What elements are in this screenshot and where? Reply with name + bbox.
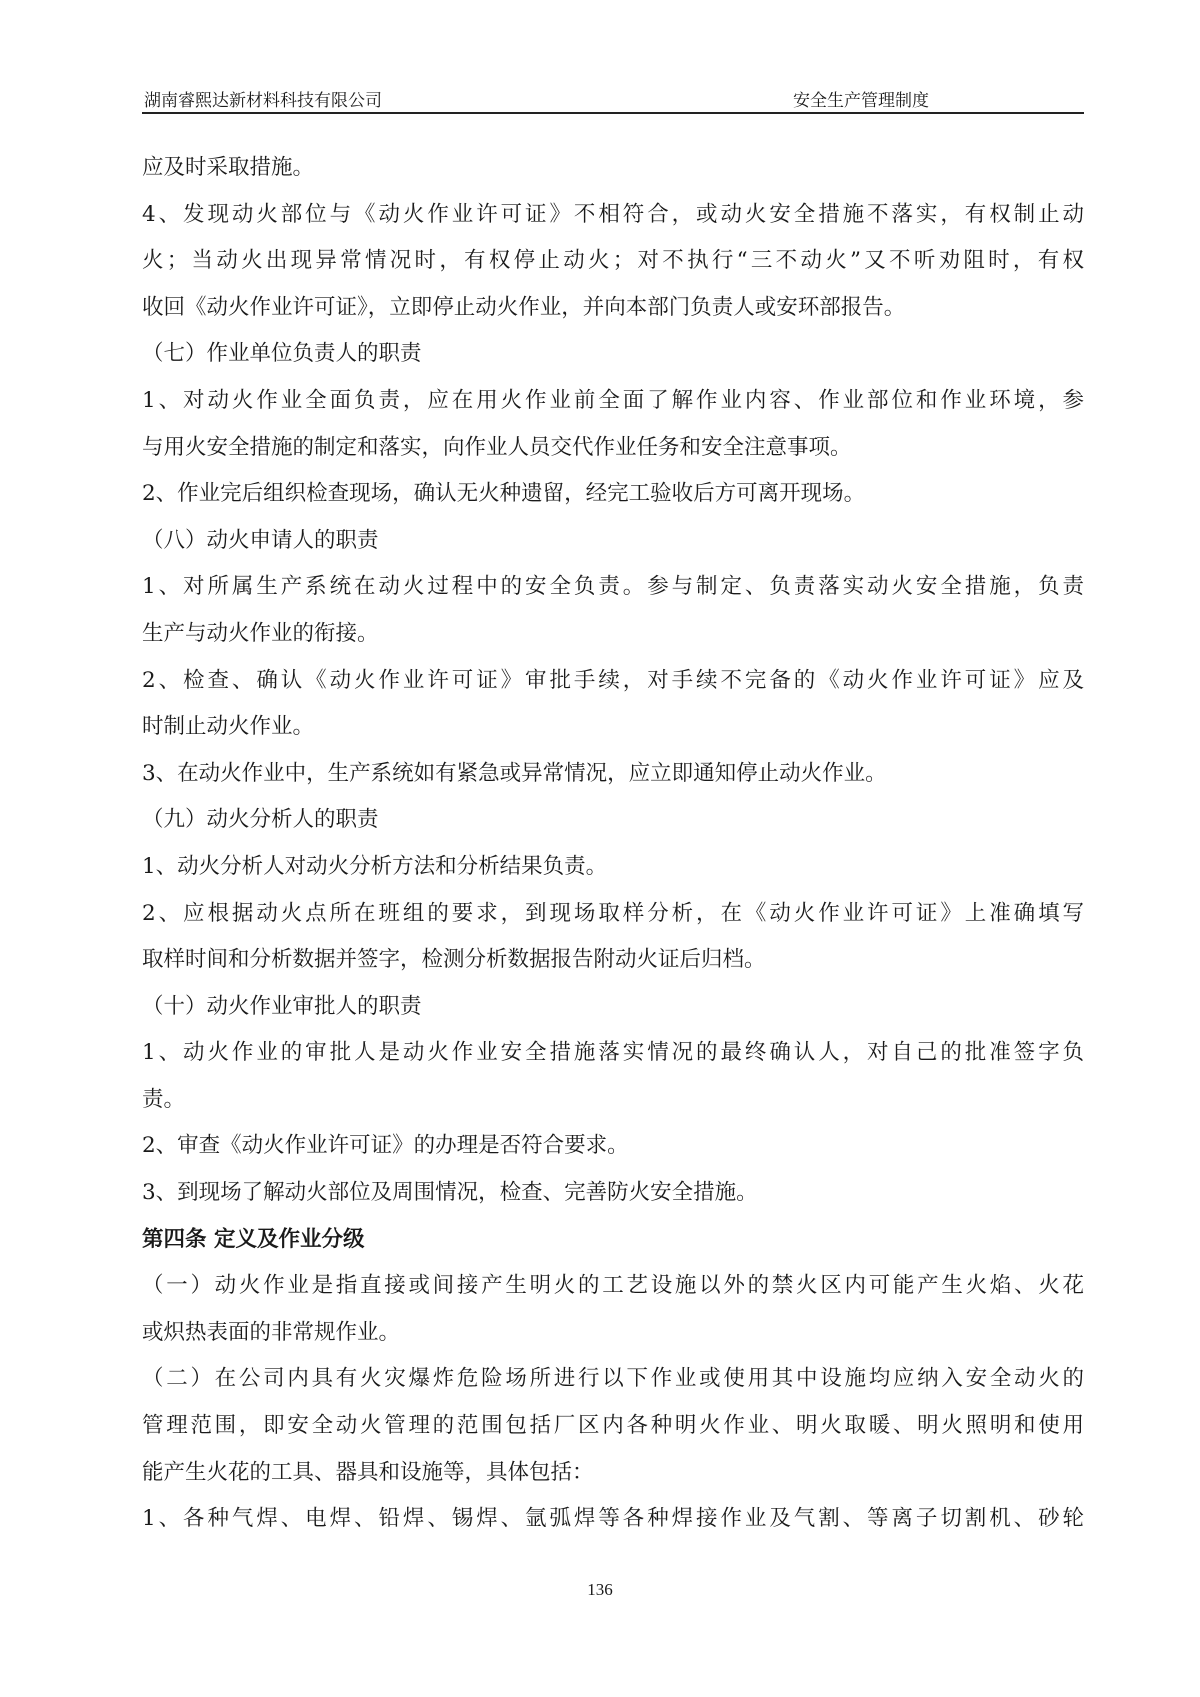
text-line: 1、对动火作业全面负责，应在用火作业前全面了解作业内容、作业部位和作业环境，参 <box>142 387 1084 413</box>
text-line: （一）动火作业是指直接或间接产生明火的工艺设施以外的禁火区内可能产生火焰、火花 <box>142 1273 1084 1299</box>
text-line: 生产与动火作业的衔接。 <box>142 620 379 646</box>
text-line: 1、对所属生产系统在动火过程中的安全负责。参与制定、负责落实动火安全措施，负责 <box>142 574 1084 600</box>
text-line: 责。 <box>142 1086 186 1112</box>
text-line: 2、审查《动火作业许可证》的办理是否符合要求。 <box>142 1133 629 1159</box>
text-line: 3、在动火作业中，生产系统如有紧急或异常情况，应立即通知停止动火作业。 <box>142 760 887 786</box>
text-line: 能产生火花的工具、器具和设施等，具体包括： <box>142 1459 594 1485</box>
text-line: 4、发现动火部位与《动火作业许可证》不相符合，或动火安全措施不落实，有权制止动 <box>142 201 1084 227</box>
text-line: 应及时采取措施。 <box>142 155 315 180</box>
section-heading: 第四条 定义及作业分级 <box>142 1226 365 1252</box>
text-line: 时制止动火作业。 <box>142 714 315 740</box>
text-line: （九）动火分析人的职责 <box>142 807 379 833</box>
text-line: 与用火安全措施的制定和落实，向作业人员交代作业任务和安全注意事项。 <box>142 434 852 460</box>
text-line: 火；当动火出现异常情况时，有权停止动火；对不执行“三不动火”又不听劝阻时，有权 <box>142 248 1084 274</box>
text-line: 2、应根据动火点所在班组的要求，到现场取样分析，在《动火作业许可证》上准确填写 <box>142 900 1084 926</box>
text-line: 取样时间和分析数据并签字，检测分析数据报告附动火证后归档。 <box>142 947 766 973</box>
text-line: （八）动火申请人的职责 <box>142 527 379 553</box>
text-line: 1、动火分析人对动火分析方法和分析结果负责。 <box>142 853 608 879</box>
text-line: 2、检查、确认《动火作业许可证》审批手续，对手续不完备的《动火作业许可证》应及 <box>142 667 1084 693</box>
text-line: 3、到现场了解动火部位及周围情况，检查、完善防火安全措施。 <box>142 1180 758 1206</box>
header-document-title: 安全生产管理制度 <box>793 91 929 111</box>
text-line: 收回《动火作业许可证》，立即停止动火作业，并向本部门负责人或安环部报告。 <box>142 294 906 320</box>
page-number: 136 <box>587 1580 613 1599</box>
header-company-name: 湖南睿熙达新材料科技有限公司 <box>144 91 382 111</box>
text-line: 2、作业完后组织检查现场，确认无火种遗留，经完工验收后方可离开现场。 <box>142 481 866 507</box>
text-line: 或炽热表面的非常规作业。 <box>142 1319 401 1345</box>
text-line: 管理范围，即安全动火管理的范围包括厂区内各种明火作业、明火取暖、明火照明和使用 <box>142 1413 1084 1439</box>
document-body <box>142 145 1084 1543</box>
text-line: （二）在公司内具有火灾爆炸危险场所进行以下作业或使用其中设施均应纳入安全动火的 <box>142 1366 1084 1392</box>
text-line: 1、动火作业的审批人是动火作业安全措施落实情况的最终确认人，对自己的批准签字负 <box>142 1040 1084 1066</box>
text-line: （七）作业单位负责人的职责 <box>142 341 422 367</box>
page-header <box>142 80 1084 114</box>
text-line: 1、各种气焊、电焊、铅焊、锡焊、氩弧焊等各种焊接作业及气割、等离子切割机、砂轮 <box>142 1506 1084 1532</box>
text-line: （十）动火作业审批人的职责 <box>142 993 422 1019</box>
